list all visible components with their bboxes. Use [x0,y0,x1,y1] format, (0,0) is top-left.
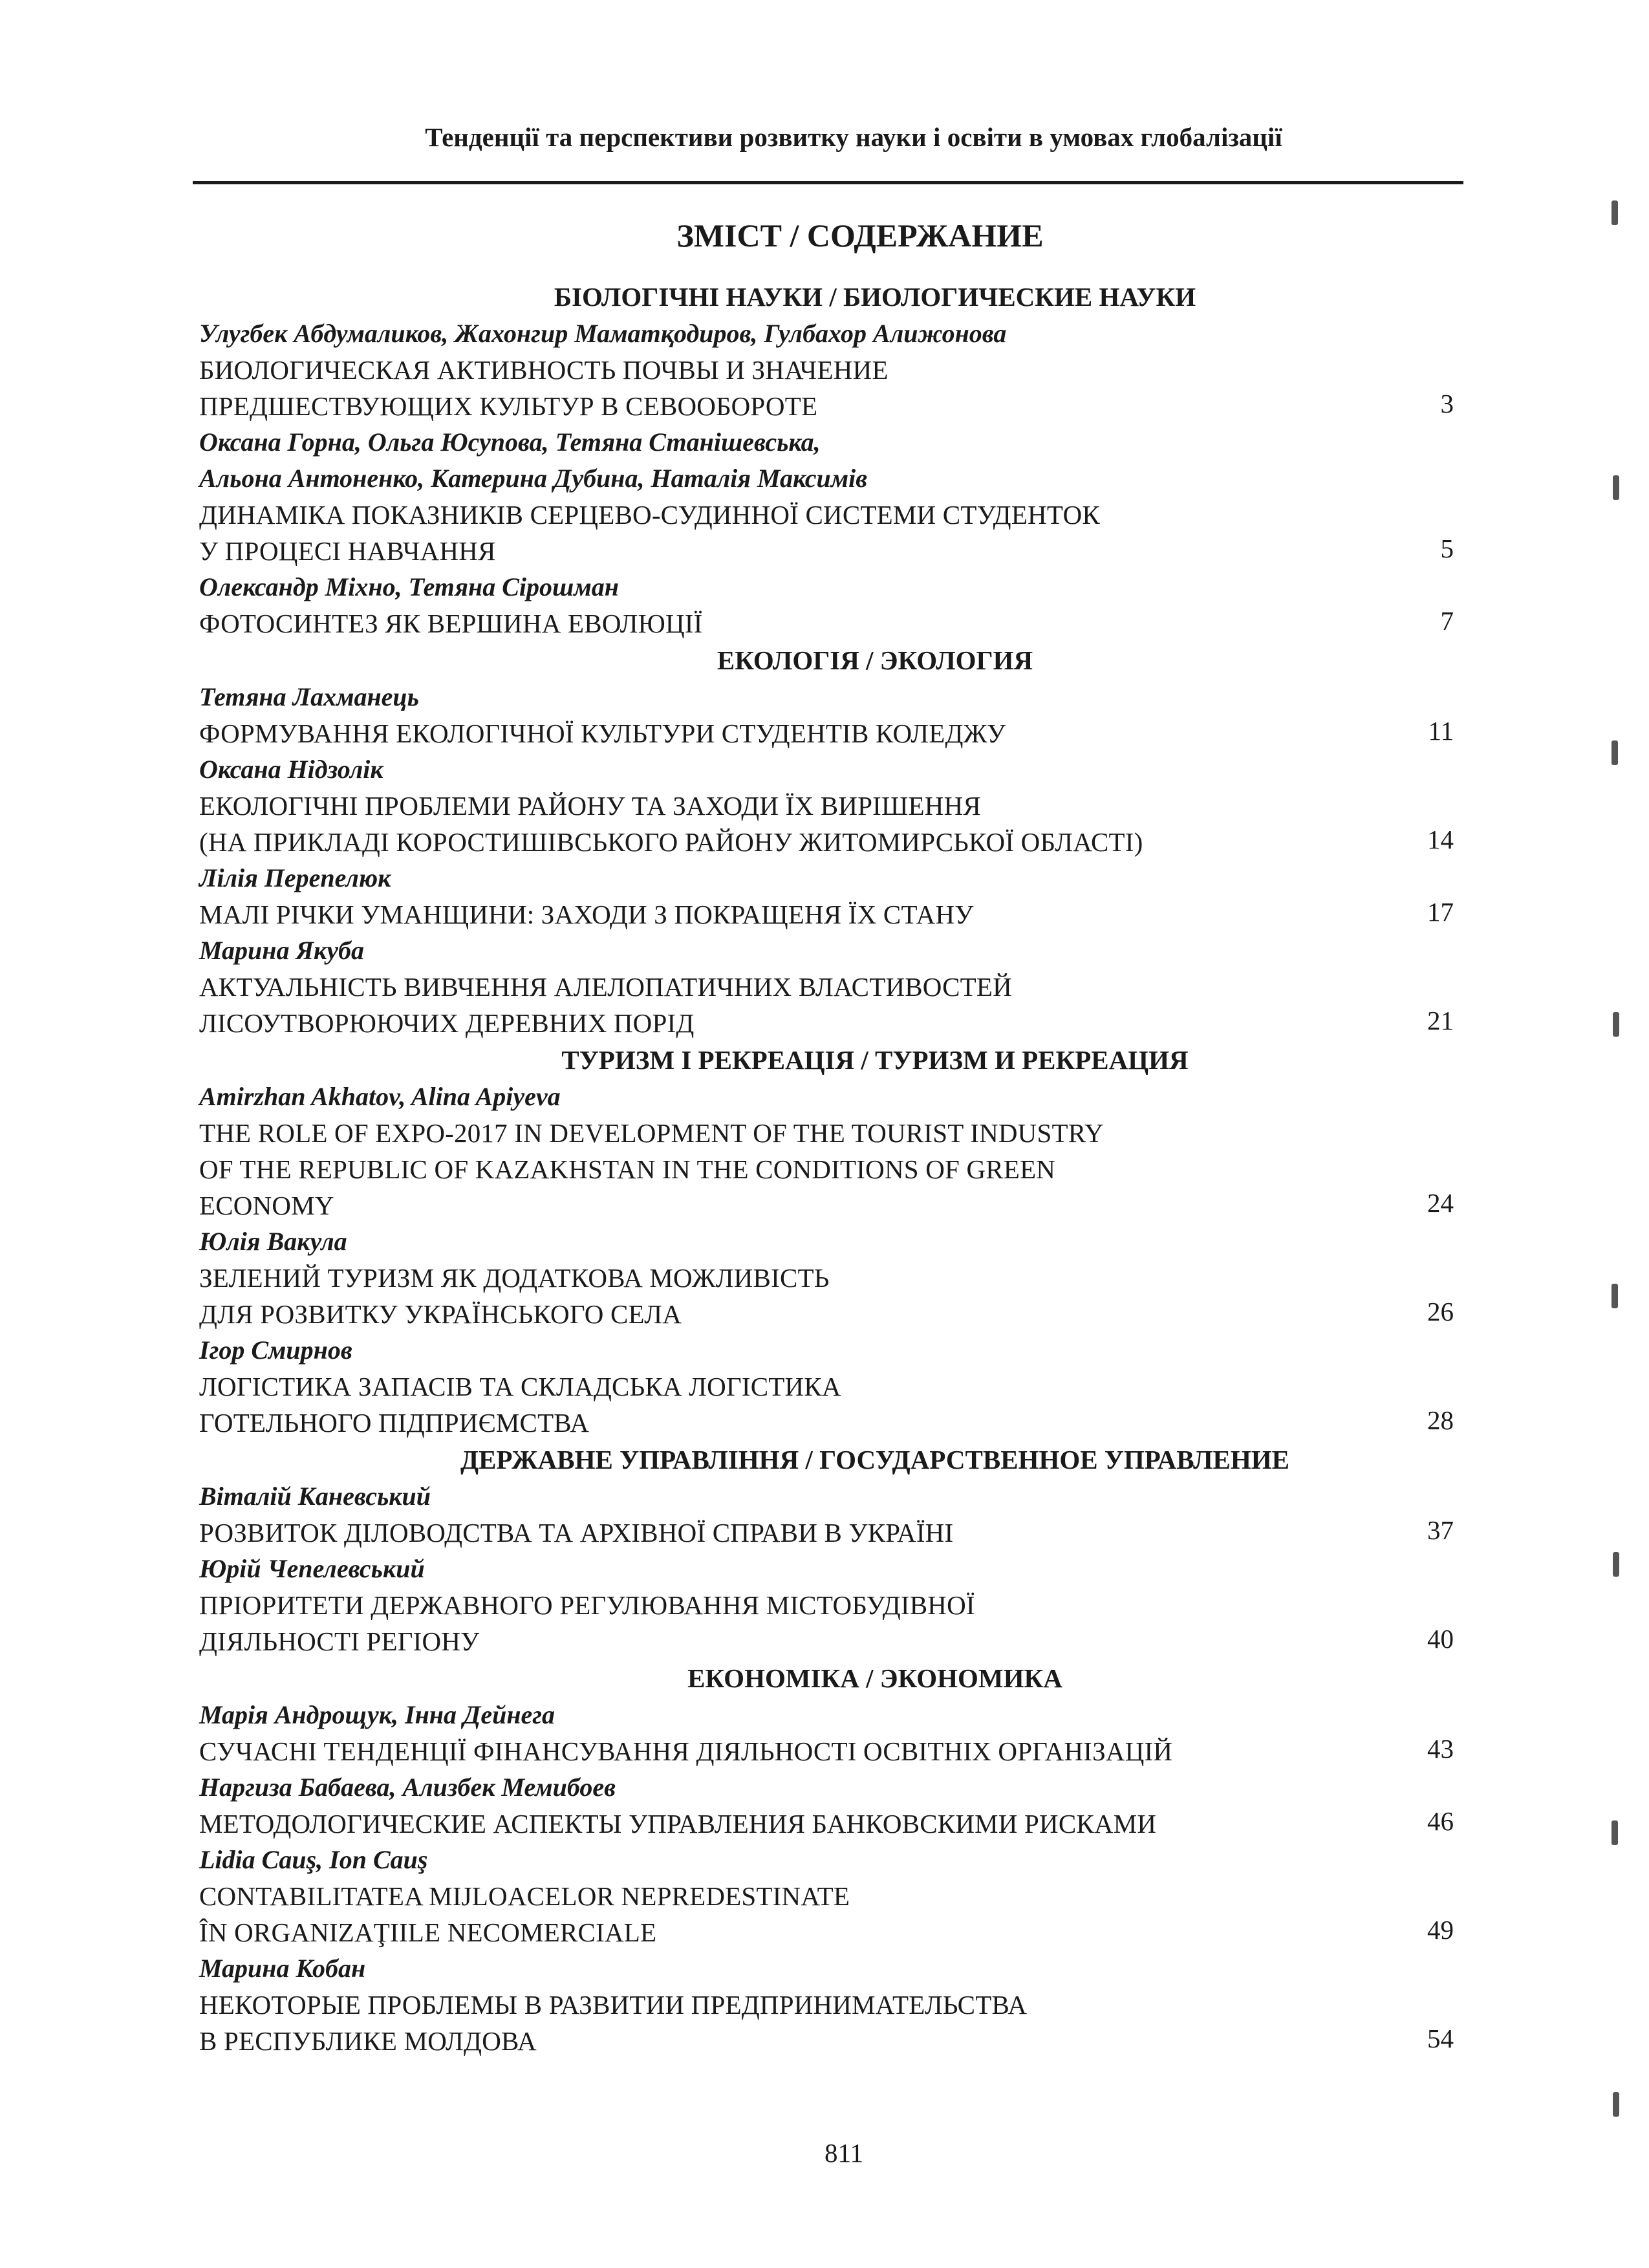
toc-entry [199,424,1467,569]
entry-title: ДЛЯ РОЗВИТКУ УКРАЇНСЬКОГО СЕЛА [199,1299,682,1329]
scan-mark [1613,2092,1619,2117]
scan-mark [1611,200,1618,225]
entry-authors: Марина Кобан [199,1954,366,1983]
scan-mark [1611,1284,1618,1308]
entry-authors: Lidia Cauş, Ion Cauş [199,1845,428,1874]
toc-entry [199,860,1467,933]
entry-authors: Юрій Чепелевський [199,1554,425,1583]
page-number: 811 [824,2138,863,2168]
entry-page-number: 40 [1427,1624,1454,1654]
section-heading: ЕКОНОМІКА / ЭКОНОМИКА [687,1663,1062,1693]
entry-authors: Ігор Смирнов [199,1335,352,1365]
entry-title: CONTABILITATEA MIJLOACELOR NEPREDESTINATE [199,1881,850,1911]
entry-title: THE ROLE OF EXPO-2017 IN DEVELOPMENT OF THE TOURIST INDUSTRY [199,1118,1104,1148]
entry-title: АКТУАЛЬНІСТЬ ВИВЧЕННЯ АЛЕЛОПАТИЧНИХ ВЛАСТИВОСТЕЙ [199,972,1012,1002]
section-heading: ЕКОЛОГІЯ / ЭКОЛОГИЯ [717,645,1033,675]
entry-authors: Марина Якуба [199,936,364,965]
toc-entry [199,1079,1467,1224]
toc-entry [199,1551,1467,1659]
entry-authors: Марія Андрощук, Інна Дейнега [199,1700,555,1729]
running-header: Тенденції та перспективи розвитку науки і освіти в умовах глобалізації [425,122,1282,152]
toc-entry [199,1224,1467,1332]
entry-page-number: 54 [1427,2024,1454,2053]
entry-authors: Альона Антоненко, Катерина Дубина, Наталія Максимів [199,464,868,493]
toc-entry [199,1332,1467,1441]
entry-page-number: 17 [1427,897,1454,927]
toc-title: ЗМІСТ / СОДЕРЖАНИЕ [676,217,1044,254]
entry-page-number: 24 [1427,1188,1454,1218]
entry-title: ФОТОСИНТЕЗ ЯК ВЕРШИНА ЕВОЛЮЦІЇ [199,609,703,638]
toc-entry [199,569,1467,642]
entry-authors: Віталій Каневський [199,1482,431,1511]
section-heading: БІОЛОГІЧНІ НАУКИ / БИОЛОГИЧЕСКИЕ НАУКИ [554,282,1196,312]
entry-title: СУЧАСНІ ТЕНДЕНЦІЇ ФІНАНСУВАННЯ ДІЯЛЬНОСТІ ОСВІТНІХ ОРГАНІЗАЦІЙ [199,1736,1173,1766]
entry-title: МЕТОДОЛОГИЧЕСКИЕ АСПЕКТЫ УПРАВЛЕНИЯ БАНКОВСКИМИ РИСКАМИ [199,1809,1157,1839]
entry-authors: Юлія Вакула [199,1227,347,1256]
entry-title: ДІЯЛЬНОСТІ РЕГІОНУ [199,1626,480,1656]
entry-title: У ПРОЦЕСІ НАВЧАННЯ [199,536,496,566]
entry-authors: Оксана Нідзолік [199,755,383,784]
entry-page-number: 7 [1440,606,1454,636]
entry-page-number: 46 [1427,1806,1454,1836]
scan-mark [1611,740,1618,765]
entry-title: (НА ПРИКЛАДІ КОРОСТИШІВСЬКОГО РАЙОНУ ЖИТОМИРСЬКОЇ ОБЛАСТІ) [199,827,1143,857]
entry-page-number: 11 [1428,716,1454,746]
toc-entry [199,316,1467,424]
entry-authors: Наргиза Бабаева, Ализбек Мемибоев [199,1773,616,1802]
section-heading: ТУРИЗМ І РЕКРЕАЦІЯ / ТУРИЗМ И РЕКРЕАЦИЯ [561,1045,1189,1075]
entry-page-number: 49 [1427,1915,1454,1945]
entry-title: ГОТЕЛЬНОГО ПІДПРИЄМСТВА [199,1408,590,1438]
entry-title: МАЛІ РІЧКИ УМАНЩИНИ: ЗАХОДИ З ПОКРАЩЕНЯ ЇХ СТАНУ [199,900,974,929]
entry-title: ПРІОРИТЕТИ ДЕРЖАВНОГО РЕГУЛЮВАННЯ МІСТОБУДІВНОЇ [199,1590,975,1620]
scan-mark [1613,475,1619,500]
entry-title: РОЗВИТОК ДІЛОВОДСТВА ТА АРХІВНОЇ СПРАВИ В УКРАЇНІ [199,1518,954,1548]
entry-page-number: 21 [1427,1006,1454,1035]
entry-title: ЛОГІСТИКА ЗАПАСІВ ТА СКЛАДСЬКА ЛОГІСТИКА [199,1372,841,1401]
entry-page-number: 5 [1440,534,1454,563]
entry-title: НЕКОТОРЫЕ ПРОБЛЕМЫ В РАЗВИТИИ ПРЕДПРИНИМАТЕЛЬСТВА [199,1990,1028,2020]
toc-entry [199,1950,1467,2059]
entry-authors: Улугбек Абдумаликов, Жахонгир Маматқодиров, Гулбахор Алижонова [199,319,1007,348]
entry-authors: Amirzhan Akhatov, Alina Apiyeva [199,1082,561,1111]
entry-title: ФОРМУВАННЯ ЕКОЛОГІЧНОЇ КУЛЬТУРИ СТУДЕНТІВ КОЛЕДЖУ [199,718,1006,748]
toc-entry [199,1842,1467,1950]
entry-title: ECONOMY [199,1191,334,1220]
entry-page-number: 43 [1427,1734,1454,1764]
scan-mark [1613,1012,1619,1037]
toc-entry [199,679,1467,751]
entry-page-number: 37 [1427,1515,1454,1545]
toc-entry [199,1478,1467,1551]
table-of-contents [199,278,1467,2059]
toc-entry [199,751,1467,860]
entry-title: ÎN ORGANIZAŢIILE NECOMERCIALE [199,1917,657,1947]
entry-title: ЗЕЛЕНИЙ ТУРИЗМ ЯК ДОДАТКОВА МОЖЛИВІСТЬ [199,1263,830,1293]
entry-page-number: 3 [1440,389,1454,418]
section-heading: ДЕРЖАВНЕ УПРАВЛІННЯ / ГОСУДАРСТВЕННОЕ УПРАВЛЕНИЕ [460,1445,1290,1474]
scan-mark [1613,1552,1619,1577]
entry-title: ПРЕДШЕСТВУЮЩИХ КУЛЬТУР В СЕВООБОРОТЕ [199,391,818,421]
scan-mark [1611,1820,1618,1845]
entry-authors: Лілія Перепелюк [199,863,391,892]
toc-entry [199,1697,1467,1769]
entry-title: ЛІСОУТВОРЮЮЧИХ ДЕРЕВНИХ ПОРІД [199,1008,695,1038]
entry-page-number: 26 [1427,1297,1454,1326]
entry-title: ЕКОЛОГІЧНІ ПРОБЛЕМИ РАЙОНУ ТА ЗАХОДИ ЇХ ВИРІШЕННЯ [199,791,981,821]
toc-entry [199,933,1467,1041]
entry-authors: Тетяна Лахманець [199,682,419,711]
entry-title: БИОЛОГИЧЕСКАЯ АКТИВНОСТЬ ПОЧВЫ И ЗНАЧЕНИЕ [199,355,889,385]
header-rule [193,181,1463,184]
entry-title: ДИНАМІКА ПОКАЗНИКІВ СЕРЦЕВО-СУДИННОЇ СИСТЕМИ СТУДЕНТОК [199,500,1100,530]
entry-title: В РЕСПУБЛИКЕ МОЛДОВА [199,2026,537,2056]
entry-authors: Оксана Горна, Ольга Юсупова, Тетяна Станішевська, [199,427,821,457]
entry-page-number: 14 [1427,825,1454,854]
toc-entry [199,1769,1467,1842]
entry-page-number: 28 [1427,1405,1454,1435]
entry-authors: Олександр Міхно, Тетяна Сірошман [199,572,619,601]
entry-title: OF THE REPUBLIC OF KAZAKHSTAN IN THE CONDITIONS OF GREEN [199,1154,1056,1184]
